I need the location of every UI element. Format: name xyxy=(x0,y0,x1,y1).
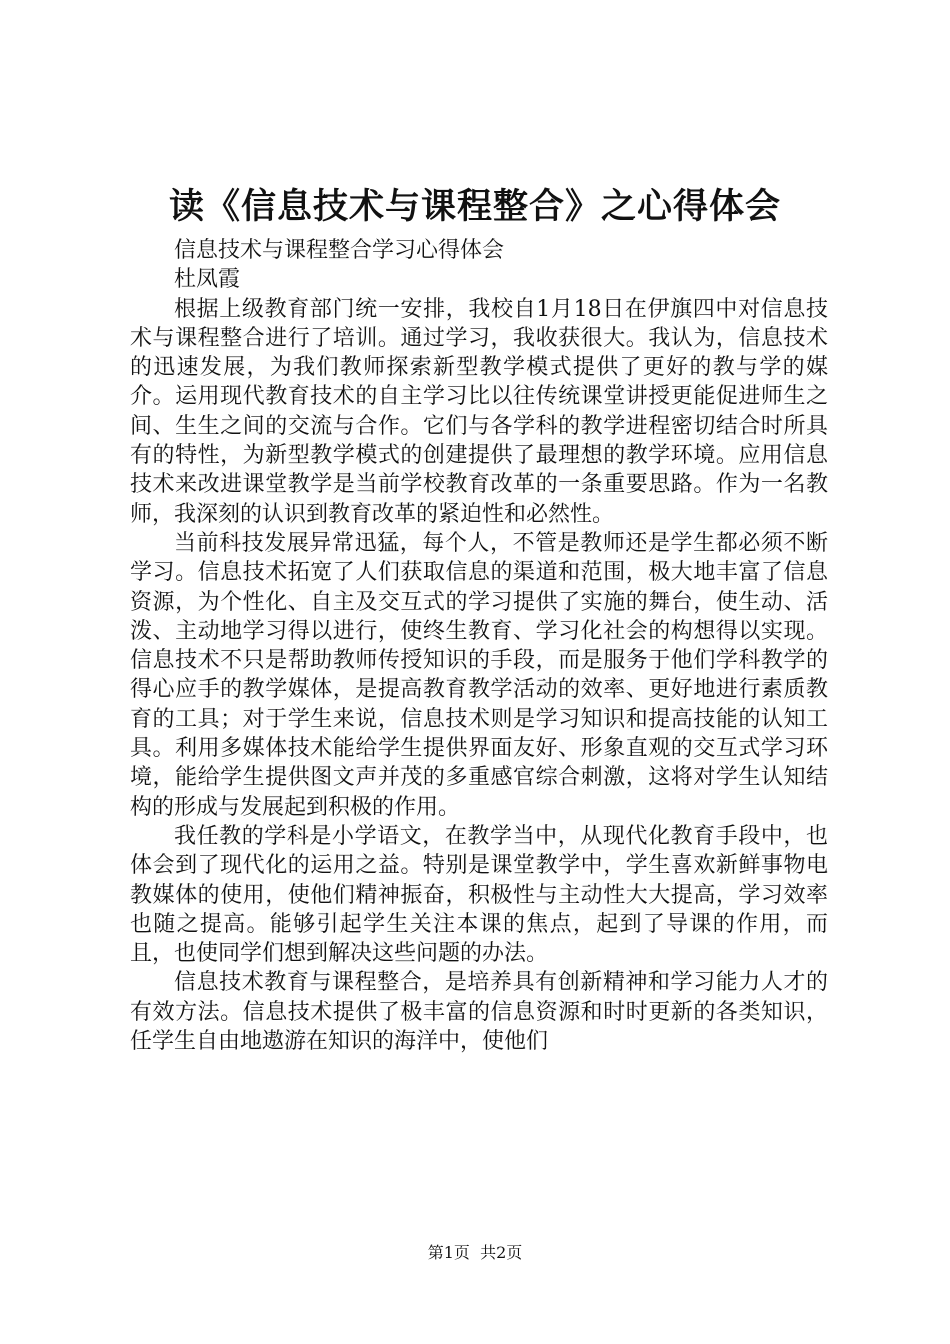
document-body xyxy=(130,236,828,1056)
paragraph-2: 当前科技发展异常迅猛，每个人，不管是教师还是学生都必须不断学习。信息技术拓宽了人们获取信息的渠道和范围，极大地丰富了信息资源，为个性化、自主及交互式的学习提供了实施的舞台，使生动、活泼、主动地学习得以进行，使终生教育、学习化社会的构想得以实现。信息技术不只是帮助教师传授知识的手段，而是服务于他们学科教学的得心应手的教学媒体，是提高教育教学活动的效率、更好地进行素质教育的工具；对于学生来说，信息技术则是学习知识和提高技能的认知工具。利用多媒体技术能给学生提供界面友好、形象直观的交互式学习环境，能给学生提供图文声并茂的多重感官综合刺激，这将对学生认知结构的形成与发展起到积极的作用。 xyxy=(130,530,828,820)
page-number-current: 第1页 xyxy=(427,1243,470,1262)
document-subtitle: 信息技术与课程整合学习心得体会 xyxy=(174,238,505,263)
paragraph-4: 信息技术教育与课程整合，是培养具有创新精神和学习能力人才的有效方法。信息技术提供了极丰富的信息资源和时时更新的各类知识，任学生自由地遨游在知识的海洋中，使他们 xyxy=(130,970,828,1055)
paragraph-3: 我任教的学科是小学语文，在教学当中，从现代化教育手段中，也体会到了现代化的运用之益。特别是课堂教学中，学生喜欢新鲜事物电教媒体的使用，使他们精神振奋，积极性与主动性大大提高，学习效率也随之提高。能够引起学生关注本课的焦点，起到了导课的作用，而且，也使同学们想到解决这些问题的办法。 xyxy=(130,823,828,967)
page-number-total: 共2页 xyxy=(480,1243,523,1262)
document-author: 杜凤霞 xyxy=(174,267,241,293)
page-footer xyxy=(0,1242,950,1264)
document-title: 读《信息技术与课程整合》之心得体会 xyxy=(168,187,781,227)
paragraph-1: 根据上级教育部门统一安排，我校自1月18日在伊旗四中对信息技术与课程整合进行了培训。通过学习，我收获很大。我认为，信息技术的迅速发展，为我们教师探索新型教学模式提供了更好的教与学的媒介。运用现代教育技术的自主学习比以往传统课堂讲授更能促进师生之间、生生之间的交流与合作。它们与各学科的教学进程密切结合时所具有的特性，为新型教学模式的创建提供了最理想的教学环境。应用信息技术来改进课堂教学是当前学校教育改革的一条重要思路。作为一名教师，我深刻的认识到教育改革的紧迫性和必然性。 xyxy=(130,296,828,527)
footer-separator xyxy=(470,1243,480,1262)
